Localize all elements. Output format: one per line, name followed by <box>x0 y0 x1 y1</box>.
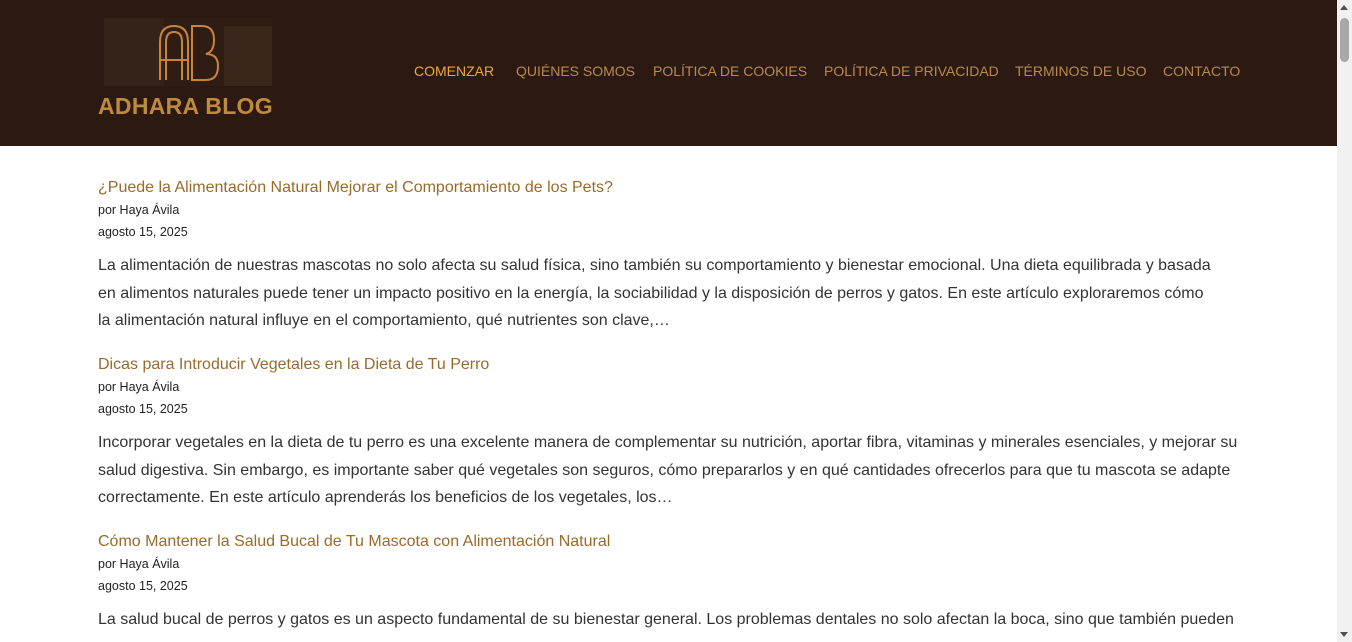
excerpt-line: en alimentos naturales puede tener un impacto positivo en la energía, la sociabilidad y la disposición de perros y gatos. En este artículo exploraremos cómo <box>98 284 1204 302</box>
excerpt-line: salud digestiva. Sin embargo, es importante saber qué vegetales son seguros, cómo prepararlos y en qué cantidades ofrecerlos para que tu mascota se adapte <box>98 461 1231 479</box>
main-nav <box>0 63 1337 83</box>
nav-item-politica-de-cookies[interactable]: POLÍTICA DE COOKIES <box>653 63 808 79</box>
post-excerpt <box>98 252 1240 335</box>
post-title-link[interactable]: Dicas para Introducir Vegetales en la Dieta de Tu Perro <box>98 356 490 373</box>
scroll-up-arrow-icon[interactable] <box>1340 5 1348 10</box>
excerpt-line: La alimentación de nuestras mascotas no solo afecta su salud física, sino también su comportamiento y bienestar emocional. Una dieta equilibrada y basada <box>98 257 1211 274</box>
scroll-down-arrow-icon[interactable] <box>1340 632 1348 637</box>
post-date: agosto 15, 2025 <box>98 225 188 239</box>
post-title-link[interactable]: Cómo Mantener la Salud Bucal de Tu Mascota con Alimentación Natural <box>98 533 611 550</box>
nav-item-terminos-de-uso[interactable]: TÉRMINOS DE USO <box>1015 63 1147 79</box>
nav-item-quienes-somos[interactable]: QUIÉNES SOMOS <box>516 63 636 79</box>
nav-item-contacto[interactable]: CONTACTO <box>1163 63 1241 79</box>
nav-item-politica-de-privacidad[interactable]: POLÍTICA DE PRIVACIDAD <box>824 63 999 79</box>
post-title-link[interactable]: ¿Puede la Alimentación Natural Mejorar el Comportamiento de los Pets? <box>98 179 613 196</box>
site-title[interactable]: ADHARA BLOG <box>98 93 273 119</box>
excerpt-line: Incorporar vegetales en la dieta de tu perro es una excelente manera de complementar su nutrición, aportar fibra, vitaminas y minerales esenciales, y mejorar su <box>98 434 1238 451</box>
nav-item-comenzar[interactable]: COMENZAR <box>414 63 495 79</box>
post-excerpt <box>98 606 1240 634</box>
post-item <box>98 531 1240 634</box>
post-excerpt <box>98 429 1240 512</box>
excerpt-line: la alimentación natural influye en el comportamiento, qué nutrientes son clave,… <box>98 312 670 330</box>
post-date: agosto 15, 2025 <box>98 402 188 416</box>
post-item <box>98 177 1240 335</box>
scrollbar-thumb[interactable] <box>1340 18 1349 62</box>
site-header <box>0 0 1337 146</box>
post-author: por Haya Ávila <box>98 557 180 571</box>
post-author: por Haya Ávila <box>98 380 180 394</box>
post-item <box>98 354 1240 512</box>
post-date: agosto 15, 2025 <box>98 579 188 593</box>
excerpt-line: correctamente. En este artículo aprenderás los beneficios de los vegetales, los… <box>98 489 673 507</box>
vertical-scrollbar[interactable] <box>1337 0 1352 642</box>
excerpt-line: La salud bucal de perros y gatos es un aspecto fundamental de su bienestar general. Los problemas dentales no solo afectan la boca, sino que también pueden <box>98 611 1234 628</box>
post-author: por Haya Ávila <box>98 203 180 217</box>
